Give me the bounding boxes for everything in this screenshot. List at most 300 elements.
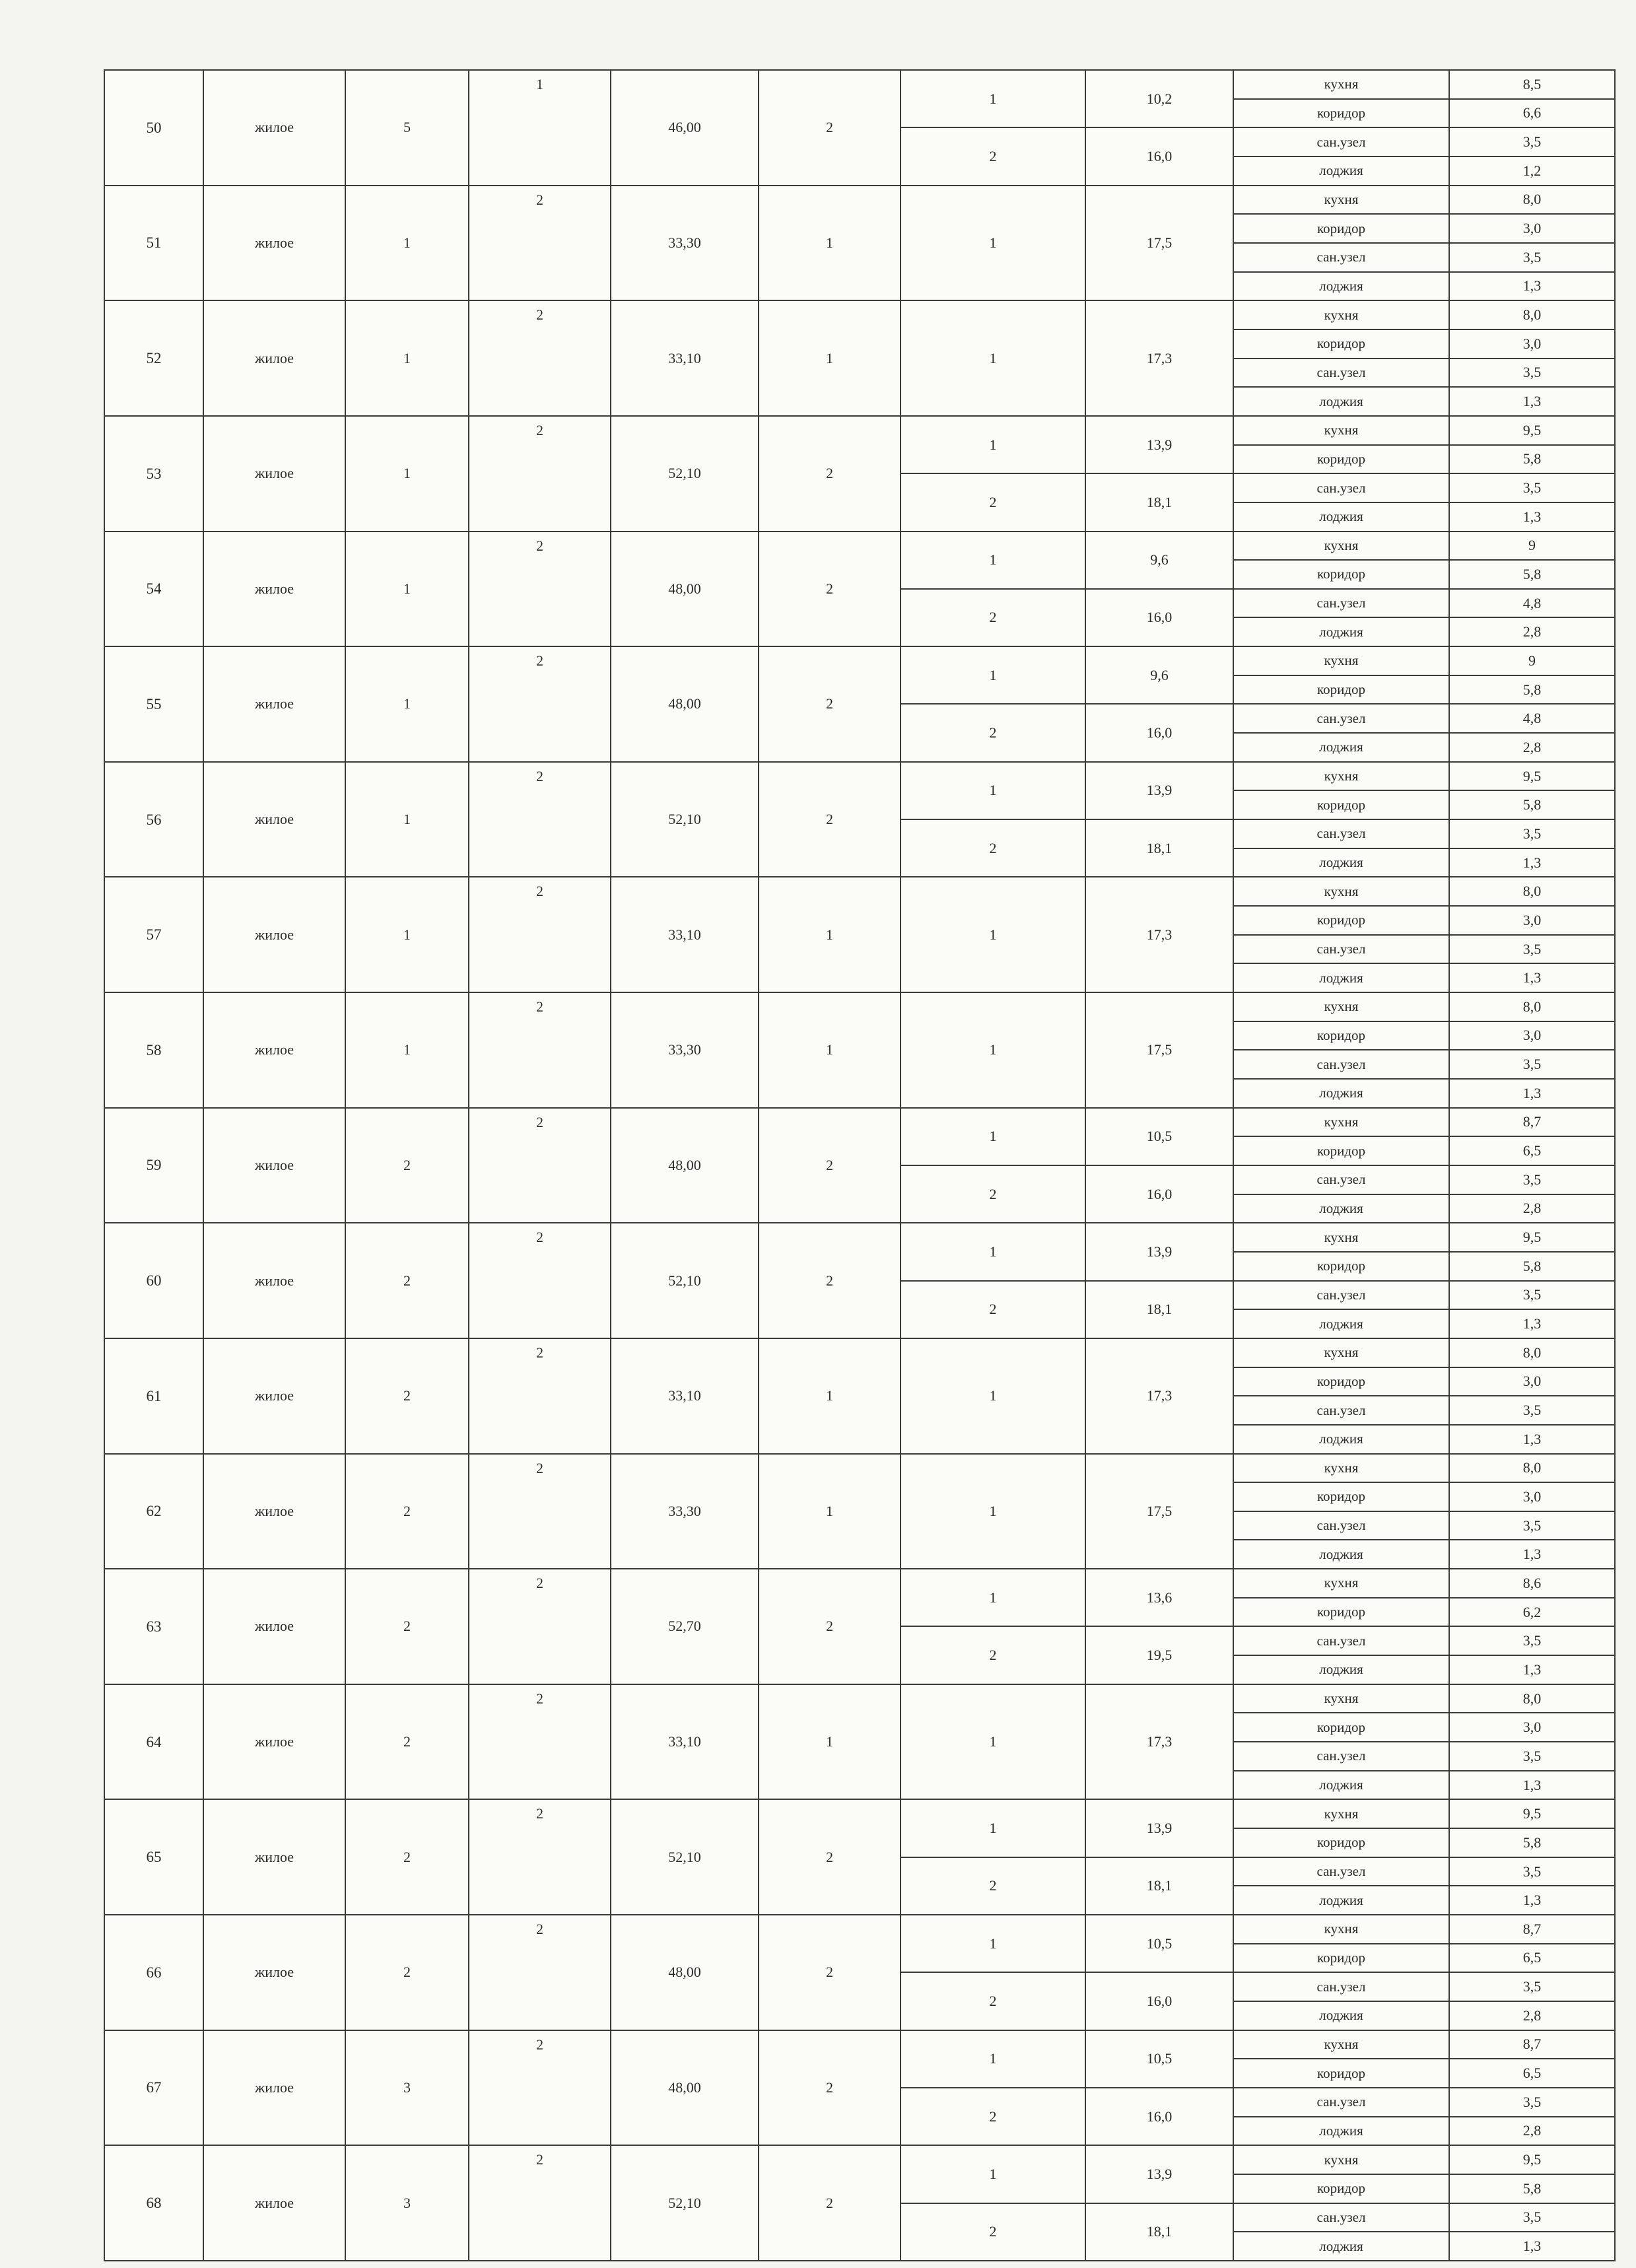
total-area: 52,70 [611, 1569, 759, 1684]
entrance-number: 2 [345, 1223, 469, 1338]
entrance-number: 3 [345, 2030, 469, 2146]
room-number: 2 [901, 819, 1085, 877]
total-area: 48,00 [611, 532, 759, 647]
total-area: 52,10 [611, 1223, 759, 1338]
aux-room-area: 1,3 [1449, 1309, 1615, 1338]
room-number: 2 [901, 1165, 1085, 1223]
apartment-purpose: жилое [203, 300, 345, 416]
apartment-purpose: жилое [203, 762, 345, 877]
aux-room-name: лоджия [1233, 1655, 1449, 1684]
aux-room-name: сан.узел [1233, 1972, 1449, 2001]
rooms-count: 1 [759, 300, 901, 416]
table-row [104, 2030, 1615, 2059]
entrance-number: 2 [345, 1338, 469, 1454]
aux-room-name: лоджия [1233, 2232, 1449, 2261]
room-number: 1 [901, 646, 1085, 704]
rooms-count: 1 [759, 877, 901, 992]
rooms-count: 2 [759, 1569, 901, 1684]
aux-room-area: 1,2 [1449, 156, 1615, 186]
floor-number: 2 [469, 532, 611, 647]
aux-room-name: сан.узел [1233, 1626, 1449, 1655]
aux-room-name: сан.узел [1233, 704, 1449, 733]
aux-room-area: 3,0 [1449, 1482, 1615, 1511]
aux-room-name: коридор [1233, 2174, 1449, 2203]
apartment-purpose: жилое [203, 1338, 345, 1454]
aux-room-name: коридор [1233, 214, 1449, 243]
aux-room-area: 3,5 [1449, 359, 1615, 388]
apartment-number: 50 [104, 70, 203, 186]
aux-room-name: лоджия [1233, 156, 1449, 186]
aux-room-name: кухня [1233, 762, 1449, 791]
aux-room-name: кухня [1233, 70, 1449, 99]
aux-room-area: 8,7 [1449, 2030, 1615, 2059]
floor-number: 2 [469, 1338, 611, 1454]
aux-room-name: коридор [1233, 329, 1449, 359]
aux-room-name: лоджия [1233, 1886, 1449, 1915]
total-area: 48,00 [611, 2030, 759, 2146]
room-area: 17,5 [1085, 992, 1233, 1108]
room-number: 1 [901, 762, 1085, 819]
aux-room-name: кухня [1233, 2030, 1449, 2059]
rooms-count: 2 [759, 2145, 901, 2261]
aux-room-name: сан.узел [1233, 819, 1449, 848]
apartment-number: 57 [104, 877, 203, 992]
aux-room-area: 5,8 [1449, 1828, 1615, 1857]
rooms-count: 1 [759, 186, 901, 301]
room-area: 18,1 [1085, 2203, 1233, 2261]
total-area: 33,10 [611, 300, 759, 416]
apartment-number: 64 [104, 1684, 203, 1800]
room-number: 1 [901, 300, 1085, 416]
aux-room-area: 5,8 [1449, 2174, 1615, 2203]
aux-room-area: 1,3 [1449, 1540, 1615, 1569]
aux-room-name: сан.узел [1233, 243, 1449, 272]
room-number: 1 [901, 1454, 1085, 1569]
apartment-purpose: жилое [203, 877, 345, 992]
rooms-count: 2 [759, 1915, 901, 2030]
room-area: 10,5 [1085, 1108, 1233, 1165]
aux-room-name: сан.узел [1233, 1050, 1449, 1079]
aux-room-area: 3,0 [1449, 329, 1615, 359]
floor-number: 2 [469, 2030, 611, 2146]
floor-number: 2 [469, 2145, 611, 2261]
aux-room-name: кухня [1233, 1223, 1449, 1252]
room-area: 13,9 [1085, 416, 1233, 473]
aux-room-area: 3,5 [1449, 127, 1615, 156]
apartment-number: 51 [104, 186, 203, 301]
aux-room-area: 8,0 [1449, 1684, 1615, 1713]
rooms-count: 2 [759, 1799, 901, 1915]
room-area: 13,9 [1085, 2145, 1233, 2203]
rooms-count: 1 [759, 1454, 901, 1569]
table-row [104, 762, 1615, 791]
aux-room-area: 1,3 [1449, 1425, 1615, 1454]
floor-number: 2 [469, 1108, 611, 1223]
aux-room-area: 3,5 [1449, 819, 1615, 848]
floor-number: 2 [469, 1684, 611, 1800]
aux-room-area: 6,5 [1449, 1136, 1615, 1165]
aux-room-name: коридор [1233, 1713, 1449, 1742]
apartment-purpose: жилое [203, 186, 345, 301]
aux-room-area: 1,3 [1449, 2232, 1615, 2261]
aux-room-area: 9,5 [1449, 2145, 1615, 2174]
aux-room-area: 9,5 [1449, 1799, 1615, 1828]
table-row [104, 1684, 1615, 1713]
entrance-number: 3 [345, 2145, 469, 2261]
apartments-table [104, 69, 1616, 2261]
total-area: 33,30 [611, 992, 759, 1108]
aux-room-name: коридор [1233, 1367, 1449, 1396]
total-area: 33,30 [611, 186, 759, 301]
room-area: 16,0 [1085, 704, 1233, 761]
room-number: 2 [901, 2088, 1085, 2145]
aux-room-area: 3,5 [1449, 935, 1615, 964]
aux-room-name: коридор [1233, 1482, 1449, 1511]
apartment-purpose: жилое [203, 1915, 345, 2030]
entrance-number: 2 [345, 1799, 469, 1915]
aux-room-area: 5,8 [1449, 790, 1615, 819]
table-row [104, 300, 1615, 329]
aux-room-area: 8,0 [1449, 877, 1615, 906]
aux-room-name: кухня [1233, 416, 1449, 445]
aux-room-area: 1,3 [1449, 1079, 1615, 1108]
entrance-number: 2 [345, 1454, 469, 1569]
room-area: 16,0 [1085, 1165, 1233, 1223]
aux-room-area: 3,5 [1449, 1165, 1615, 1194]
floor-number: 2 [469, 762, 611, 877]
table-row [104, 1454, 1615, 1483]
room-number: 1 [901, 1799, 1085, 1857]
room-area: 18,1 [1085, 473, 1233, 531]
aux-room-area: 8,0 [1449, 1338, 1615, 1367]
aux-room-name: лоджия [1233, 963, 1449, 992]
aux-room-name: кухня [1233, 300, 1449, 329]
aux-room-name: коридор [1233, 1828, 1449, 1857]
aux-room-name: лоджия [1233, 848, 1449, 877]
aux-room-area: 5,8 [1449, 560, 1615, 589]
aux-room-name: лоджия [1233, 1194, 1449, 1223]
table-row [104, 532, 1615, 561]
room-area: 16,0 [1085, 2088, 1233, 2145]
room-number: 2 [901, 1972, 1085, 2030]
aux-room-area: 3,5 [1449, 1511, 1615, 1540]
apartment-number: 63 [104, 1569, 203, 1684]
floor-number: 2 [469, 1915, 611, 2030]
aux-room-name: лоджия [1233, 617, 1449, 646]
total-area: 52,10 [611, 416, 759, 532]
aux-room-area: 5,8 [1449, 1252, 1615, 1281]
aux-room-name: лоджия [1233, 1425, 1449, 1454]
aux-room-name: сан.узел [1233, 935, 1449, 964]
aux-room-name: сан.узел [1233, 359, 1449, 388]
rooms-count: 1 [759, 1338, 901, 1454]
entrance-number: 1 [345, 416, 469, 532]
entrance-number: 1 [345, 532, 469, 647]
table-row [104, 1915, 1615, 1944]
apartment-purpose: жилое [203, 2030, 345, 2146]
room-area: 13,9 [1085, 762, 1233, 819]
total-area: 33,10 [611, 1338, 759, 1454]
aux-room-name: сан.узел [1233, 1281, 1449, 1310]
aux-room-area: 1,3 [1449, 1771, 1615, 1800]
entrance-number: 1 [345, 992, 469, 1108]
room-area: 17,3 [1085, 877, 1233, 992]
rooms-count: 2 [759, 1108, 901, 1223]
aux-room-area: 3,5 [1449, 1281, 1615, 1310]
aux-room-name: сан.узел [1233, 1511, 1449, 1540]
apartment-number: 66 [104, 1915, 203, 2030]
aux-room-name: кухня [1233, 646, 1449, 675]
apartment-number: 52 [104, 300, 203, 416]
room-area: 16,0 [1085, 127, 1233, 185]
aux-room-area: 8,7 [1449, 1108, 1615, 1137]
aux-room-name: сан.узел [1233, 2203, 1449, 2232]
aux-room-name: коридор [1233, 1021, 1449, 1050]
room-area: 10,5 [1085, 1915, 1233, 1972]
room-area: 17,3 [1085, 300, 1233, 416]
aux-room-name: кухня [1233, 1915, 1449, 1944]
aux-room-name: кухня [1233, 992, 1449, 1021]
aux-room-area: 2,8 [1449, 1194, 1615, 1223]
aux-room-area: 1,3 [1449, 963, 1615, 992]
aux-room-name: кухня [1233, 1338, 1449, 1367]
apartment-number: 55 [104, 646, 203, 762]
aux-room-area: 5,8 [1449, 675, 1615, 704]
room-area: 18,1 [1085, 819, 1233, 877]
aux-room-name: кухня [1233, 877, 1449, 906]
aux-room-area: 8,5 [1449, 70, 1615, 99]
aux-room-area: 2,8 [1449, 2117, 1615, 2146]
apartment-purpose: жилое [203, 1684, 345, 1800]
room-area: 16,0 [1085, 1972, 1233, 2030]
rooms-count: 2 [759, 532, 901, 647]
entrance-number: 2 [345, 1108, 469, 1223]
room-number: 1 [901, 186, 1085, 301]
total-area: 33,10 [611, 1684, 759, 1800]
aux-room-area: 3,0 [1449, 1367, 1615, 1396]
room-number: 1 [901, 2145, 1085, 2203]
table-row [104, 646, 1615, 675]
aux-room-area: 9 [1449, 532, 1615, 561]
table-row [104, 1108, 1615, 1137]
aux-room-name: кухня [1233, 186, 1449, 215]
entrance-number: 5 [345, 70, 469, 186]
aux-room-name: лоджия [1233, 733, 1449, 762]
aux-room-area: 9,5 [1449, 416, 1615, 445]
apartment-purpose: жилое [203, 646, 345, 762]
total-area: 52,10 [611, 762, 759, 877]
aux-room-area: 3,5 [1449, 1972, 1615, 2001]
aux-room-name: лоджия [1233, 1540, 1449, 1569]
aux-room-area: 3,0 [1449, 214, 1615, 243]
aux-room-name: коридор [1233, 560, 1449, 589]
entrance-number: 2 [345, 1569, 469, 1684]
rooms-count: 2 [759, 762, 901, 877]
aux-room-area: 6,5 [1449, 2059, 1615, 2088]
apartment-number: 67 [104, 2030, 203, 2146]
aux-room-area: 8,0 [1449, 1454, 1615, 1483]
floor-number: 2 [469, 1569, 611, 1684]
entrance-number: 1 [345, 762, 469, 877]
apartment-purpose: жилое [203, 992, 345, 1108]
apartment-purpose: жилое [203, 416, 345, 532]
room-number: 1 [901, 532, 1085, 589]
total-area: 46,00 [611, 70, 759, 186]
table-row [104, 1569, 1615, 1598]
aux-room-area: 2,8 [1449, 733, 1615, 762]
room-area: 17,5 [1085, 1454, 1233, 1569]
room-number: 2 [901, 1857, 1085, 1915]
room-area: 13,6 [1085, 1569, 1233, 1626]
aux-room-name: коридор [1233, 2059, 1449, 2088]
room-area: 17,3 [1085, 1684, 1233, 1800]
room-number: 2 [901, 2203, 1085, 2261]
aux-room-area: 5,8 [1449, 445, 1615, 474]
aux-room-name: кухня [1233, 1108, 1449, 1137]
aux-room-name: лоджия [1233, 272, 1449, 301]
aux-room-area: 1,3 [1449, 272, 1615, 301]
apartment-number: 60 [104, 1223, 203, 1338]
room-number: 1 [901, 2030, 1085, 2088]
entrance-number: 1 [345, 186, 469, 301]
aux-room-area: 8,0 [1449, 300, 1615, 329]
apartment-number: 62 [104, 1454, 203, 1569]
apartment-number: 58 [104, 992, 203, 1108]
aux-room-name: коридор [1233, 445, 1449, 474]
apartment-number: 61 [104, 1338, 203, 1454]
aux-room-name: лоджия [1233, 387, 1449, 416]
room-number: 1 [901, 877, 1085, 992]
aux-room-area: 8,6 [1449, 1569, 1615, 1598]
aux-room-name: сан.узел [1233, 2088, 1449, 2117]
aux-room-name: кухня [1233, 532, 1449, 561]
aux-room-area: 3,5 [1449, 1857, 1615, 1886]
table-row [104, 877, 1615, 906]
aux-room-name: сан.узел [1233, 1742, 1449, 1771]
floor-number: 2 [469, 416, 611, 532]
aux-room-area: 1,3 [1449, 848, 1615, 877]
aux-room-area: 8,0 [1449, 992, 1615, 1021]
rooms-count: 2 [759, 416, 901, 532]
aux-room-name: коридор [1233, 906, 1449, 935]
aux-room-area: 4,8 [1449, 589, 1615, 618]
aux-room-area: 3,5 [1449, 243, 1615, 272]
aux-room-area: 6,2 [1449, 1598, 1615, 1627]
aux-room-name: коридор [1233, 99, 1449, 128]
floor-number: 2 [469, 1223, 611, 1338]
aux-room-area: 1,3 [1449, 387, 1615, 416]
aux-room-name: лоджия [1233, 1771, 1449, 1800]
room-number: 1 [901, 1338, 1085, 1454]
aux-room-area: 9,5 [1449, 762, 1615, 791]
aux-room-area: 3,5 [1449, 1626, 1615, 1655]
floor-number: 1 [469, 70, 611, 186]
aux-room-area: 9 [1449, 646, 1615, 675]
entrance-number: 1 [345, 300, 469, 416]
aux-room-area: 6,5 [1449, 1944, 1615, 1973]
table-row [104, 416, 1615, 445]
aux-room-name: коридор [1233, 1598, 1449, 1627]
floor-number: 2 [469, 877, 611, 992]
apartment-purpose: жилое [203, 70, 345, 186]
aux-room-name: кухня [1233, 1799, 1449, 1828]
apartment-number: 54 [104, 532, 203, 647]
apartment-purpose: жилое [203, 1223, 345, 1338]
aux-room-area: 3,5 [1449, 2203, 1615, 2232]
room-area: 19,5 [1085, 1626, 1233, 1684]
room-number: 1 [901, 1569, 1085, 1626]
apartment-purpose: жилое [203, 1569, 345, 1684]
room-area: 18,1 [1085, 1857, 1233, 1915]
room-area: 18,1 [1085, 1281, 1233, 1338]
room-number: 1 [901, 1915, 1085, 1972]
apartment-purpose: жилое [203, 2145, 345, 2261]
aux-room-area: 8,0 [1449, 186, 1615, 215]
room-area: 16,0 [1085, 589, 1233, 646]
rooms-count: 1 [759, 1684, 901, 1800]
floor-number: 2 [469, 646, 611, 762]
aux-room-name: сан.узел [1233, 473, 1449, 502]
aux-room-name: кухня [1233, 1684, 1449, 1713]
room-number: 2 [901, 127, 1085, 185]
aux-room-area: 1,3 [1449, 1886, 1615, 1915]
table-row [104, 992, 1615, 1021]
aux-room-name: лоджия [1233, 502, 1449, 532]
entrance-number: 1 [345, 877, 469, 992]
rooms-count: 1 [759, 992, 901, 1108]
aux-room-name: коридор [1233, 675, 1449, 704]
floor-number: 2 [469, 300, 611, 416]
apartment-number: 68 [104, 2145, 203, 2261]
aux-room-area: 3,5 [1449, 2088, 1615, 2117]
aux-room-name: сан.узел [1233, 1165, 1449, 1194]
room-number: 1 [901, 1684, 1085, 1800]
aux-room-name: коридор [1233, 1252, 1449, 1281]
room-number: 2 [901, 1281, 1085, 1338]
aux-room-area: 8,7 [1449, 1915, 1615, 1944]
table-row [104, 1223, 1615, 1252]
room-area: 9,6 [1085, 646, 1233, 704]
aux-room-area: 3,5 [1449, 473, 1615, 502]
table-row [104, 186, 1615, 215]
entrance-number: 2 [345, 1915, 469, 2030]
total-area: 48,00 [611, 1915, 759, 2030]
aux-room-name: сан.узел [1233, 1396, 1449, 1425]
entrance-number: 1 [345, 646, 469, 762]
room-area: 17,5 [1085, 186, 1233, 301]
room-number: 1 [901, 992, 1085, 1108]
room-number: 1 [901, 1108, 1085, 1165]
room-number: 2 [901, 589, 1085, 646]
room-area: 10,2 [1085, 70, 1233, 127]
room-number: 1 [901, 70, 1085, 127]
table-row [104, 2145, 1615, 2174]
room-number: 2 [901, 1626, 1085, 1684]
aux-room-area: 3,0 [1449, 1713, 1615, 1742]
aux-room-area: 2,8 [1449, 617, 1615, 646]
aux-room-name: кухня [1233, 1454, 1449, 1483]
floor-number: 2 [469, 186, 611, 301]
total-area: 33,10 [611, 877, 759, 992]
total-area: 48,00 [611, 646, 759, 762]
total-area: 52,10 [611, 1799, 759, 1915]
room-number: 2 [901, 473, 1085, 531]
entrance-number: 2 [345, 1684, 469, 1800]
aux-room-name: лоджия [1233, 1309, 1449, 1338]
aux-room-name: лоджия [1233, 1079, 1449, 1108]
aux-room-area: 3,0 [1449, 1021, 1615, 1050]
table-row [104, 1799, 1615, 1828]
